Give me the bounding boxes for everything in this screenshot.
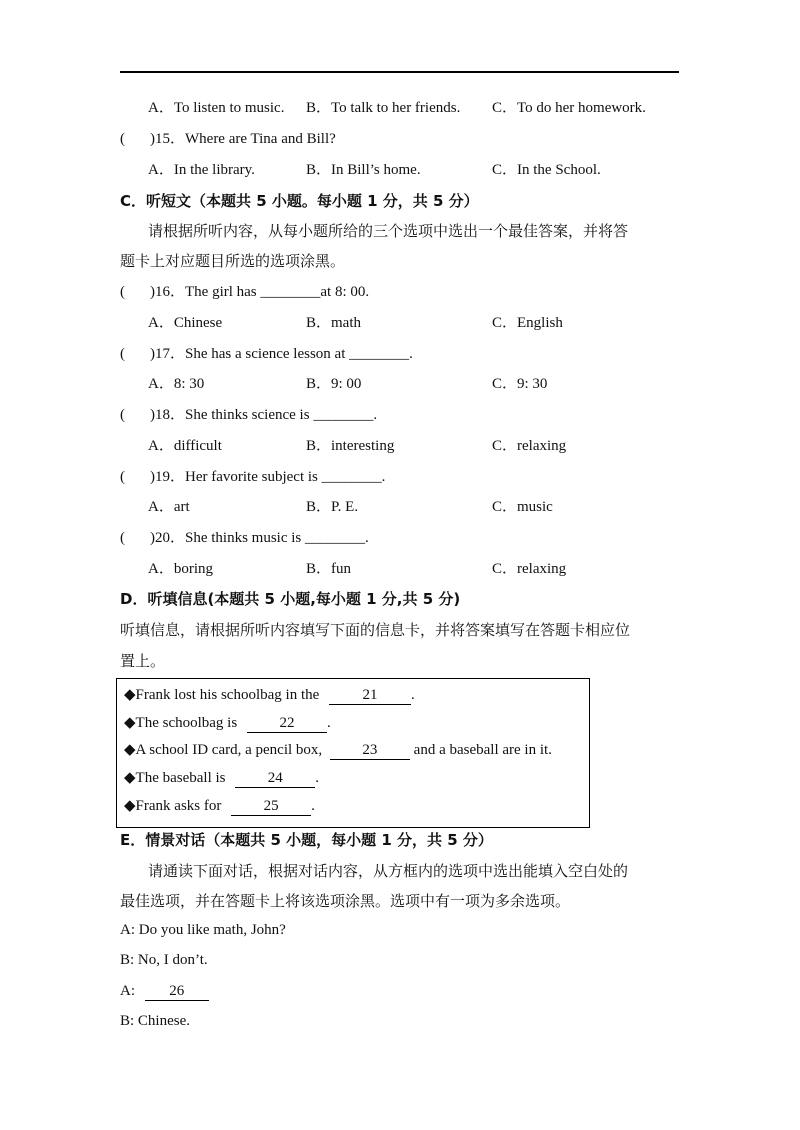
section-d-instruction-2: 置上。 <box>120 652 166 670</box>
q18-question <box>150 405 377 425</box>
q17-option-c: C．9: 30 <box>492 376 548 392</box>
q19-paren: ( <box>120 469 125 485</box>
q14-option-b: B．To talk to her friends. <box>306 100 461 116</box>
info-card-text: . <box>315 770 320 786</box>
q15-paren: ( <box>120 131 125 147</box>
q17-paren: ( <box>120 346 125 362</box>
q16-question <box>150 282 369 302</box>
q17-number: )17． <box>150 346 185 362</box>
q20-option-c: C．relaxing <box>492 561 567 577</box>
q16-option-c: C．English <box>492 315 563 331</box>
q16-option-a: A．Chinese <box>148 315 223 331</box>
dialogue-line-3 <box>120 981 209 1001</box>
q16-text: The girl has ________at 8: 00. <box>185 284 370 300</box>
dialogue-line-1: A: Do you like math, John? <box>120 922 286 938</box>
info-card-line-24 <box>124 768 319 788</box>
answer-blank-21[interactable]: 21 <box>329 686 411 705</box>
answer-blank-25[interactable]: 25 <box>231 797 311 816</box>
info-card-text: . <box>326 715 331 731</box>
info-card-text: ◆Frank lost his schoolbag in the <box>124 687 324 703</box>
q15-option-b: B．In Bill’s home. <box>306 162 421 178</box>
q19-option-b: B．P. E. <box>306 499 359 515</box>
q20-question <box>150 528 369 548</box>
q18-number: )18． <box>150 407 185 423</box>
answer-blank-22[interactable]: 22 <box>247 714 327 733</box>
q20-number: )20． <box>150 530 185 546</box>
section-c-title: C．听短文（本题共 5 小题。每小题 1 分，共 5 分） <box>120 192 479 210</box>
q19-option-a: A．art <box>148 499 190 515</box>
dialogue-speaker: A: <box>120 983 139 999</box>
info-card-line-21 <box>124 685 415 705</box>
q16-number: )16． <box>150 284 185 300</box>
q15-question <box>150 129 336 149</box>
info-card-line-23 <box>124 740 552 760</box>
q17-option-b: B．9: 00 <box>306 376 362 392</box>
top-rule <box>120 71 679 73</box>
section-d-instruction-1: 听填信息，请根据所听内容填写下面的信息卡，并将答案填写在答题卡相应位 <box>120 621 631 639</box>
answer-blank-26[interactable]: 26 <box>145 982 209 1001</box>
q15-text: Where are Tina and Bill? <box>185 131 336 147</box>
q17-text: She has a science lesson at ________. <box>185 346 413 362</box>
info-card-text: ◆A school ID card, a pencil box, <box>124 742 326 758</box>
section-e-title: E．情景对话（本题共 5 小题，每小题 1 分，共 5 分） <box>120 831 493 849</box>
q18-option-c: C．relaxing <box>492 438 567 454</box>
q19-text: Her favorite subject is ________. <box>185 469 386 485</box>
q19-option-c: C．music <box>492 499 553 515</box>
q15-number: )15． <box>150 131 185 147</box>
q14-option-c: C．To do her homework. <box>492 100 646 116</box>
q19-number: )19． <box>150 469 185 485</box>
info-card-text: . <box>311 798 315 814</box>
info-card-text: . <box>411 687 415 703</box>
q20-paren: ( <box>120 530 125 546</box>
dialogue-line-4: B: Chinese. <box>120 1013 190 1029</box>
q17-option-a: A．8: 30 <box>148 376 205 392</box>
q20-text: She thinks music is ________. <box>185 530 369 546</box>
q20-option-a: A．boring <box>148 561 213 577</box>
q18-paren: ( <box>120 407 125 423</box>
section-e-instruction-2: 最佳选项，并在答题卡上将该选项涂黑。选项中有一项为多余选项。 <box>120 892 571 910</box>
info-card-line-25 <box>124 796 315 816</box>
q18-text: She thinks science is ________. <box>185 407 378 423</box>
answer-blank-24[interactable]: 24 <box>235 769 315 788</box>
q16-paren: ( <box>120 284 125 300</box>
info-card-line-22 <box>124 713 331 733</box>
q19-question <box>150 467 385 487</box>
section-c-instruction-1: 请根据所听内容，从每小题所给的三个选项中选出一个最佳答案，并将答 <box>148 222 629 240</box>
info-card-text: ◆The baseball is <box>124 770 230 786</box>
info-card-text: and a baseball are in it. <box>409 742 552 758</box>
answer-blank-23[interactable]: 23 <box>330 741 410 760</box>
q16-option-b: B．math <box>306 315 361 331</box>
q14-option-a: A．To listen to music. <box>148 100 285 116</box>
q15-option-c: C．In the School. <box>492 162 601 178</box>
dialogue-line-2: B: No, I don’t. <box>120 952 208 968</box>
info-card-text: ◆The schoolbag is <box>124 715 241 731</box>
q18-option-b: B．interesting <box>306 438 395 454</box>
section-d-title: D．听填信息(本题共 5 小题,每小题 1 分,共 5 分) <box>120 590 461 608</box>
q17-question <box>150 344 413 364</box>
section-e-instruction-1: 请通读下面对话，根据对话内容，从方框内的选项中选出能填入空白处的 <box>148 862 629 880</box>
info-card-text: ◆Frank asks for <box>124 798 226 814</box>
q15-option-a: A．In the library. <box>148 162 255 178</box>
q20-option-b: B．fun <box>306 561 352 577</box>
q18-option-a: A．difficult <box>148 438 222 454</box>
section-c-instruction-2: 题卡上对应题目所选的选项涂黑。 <box>120 252 346 270</box>
